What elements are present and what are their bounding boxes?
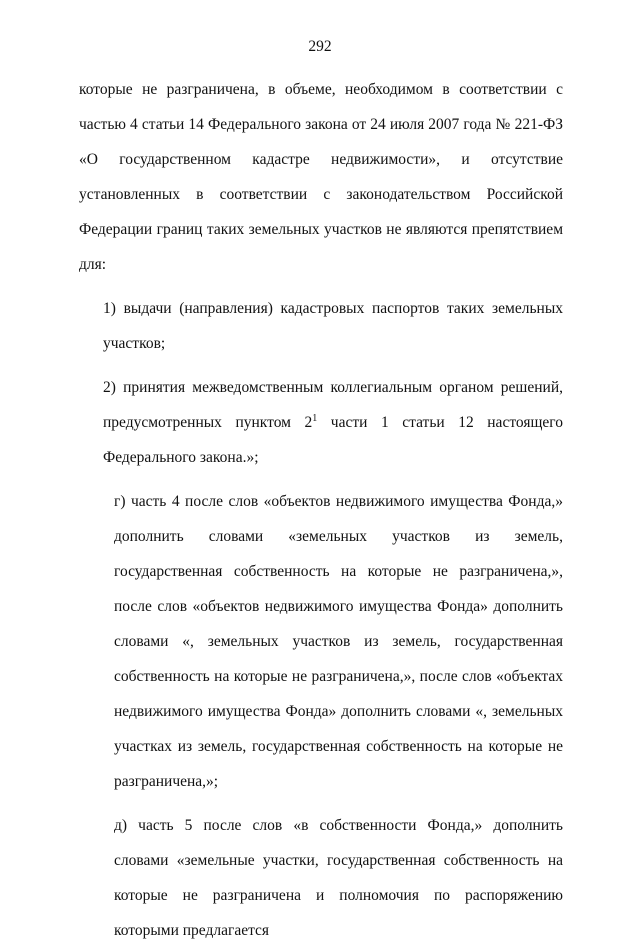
- paragraph-item-d: д) часть 5 после слов «в собственности Фонда,» дополнить словами «земельные участки, государственная собственность на которые не разграничена и полномочия по распоряжению которыми предлагается: [114, 817, 563, 939]
- body-text: [79, 72, 563, 948]
- item-2-text-end: части 1 статьи 12 настоящего Федерального закона.»;: [103, 414, 564, 466]
- paragraph-item-1: 1) выдачи (направления) кадастровых паспортов таких земельных участков;: [103, 300, 563, 352]
- paragraph-continuation: которые не разграничена, в объеме, необходимом в соответствии с частью 4 статьи 14 Федерального закона от 24 июля 2007 года № 221-ФЗ «О государственном кадастре недвижимости», и отсутствие установленных в соответствии с законодательством Российской Федерации границ таких земельных участков не являются препятствием для:: [79, 81, 563, 273]
- paragraph-item-g: г) часть 4 после слов «объектов недвижимого имущества Фонда,» дополнить словами «земельных участков из земель, государственная собственность на которые не разграничена,», после слов «объектов недвижимого имущества Фонда» дополнить словами «, земельных участков из земель, государственная собственность на которые не разграничена,», после слов «объектах недвижимого имущества Фонда» дополнить словами «, земельных участках из земель, государственная собственность на которые не разграничена,»;: [114, 493, 563, 790]
- paragraph-item-2: [79, 370, 563, 475]
- page-number: 292: [308, 38, 332, 55]
- item-2-text-start: 2) принятия межведомственным коллегиальным органом решений, предусмотренных пунктом 2: [103, 379, 563, 431]
- superscript-marker: 1: [312, 413, 318, 424]
